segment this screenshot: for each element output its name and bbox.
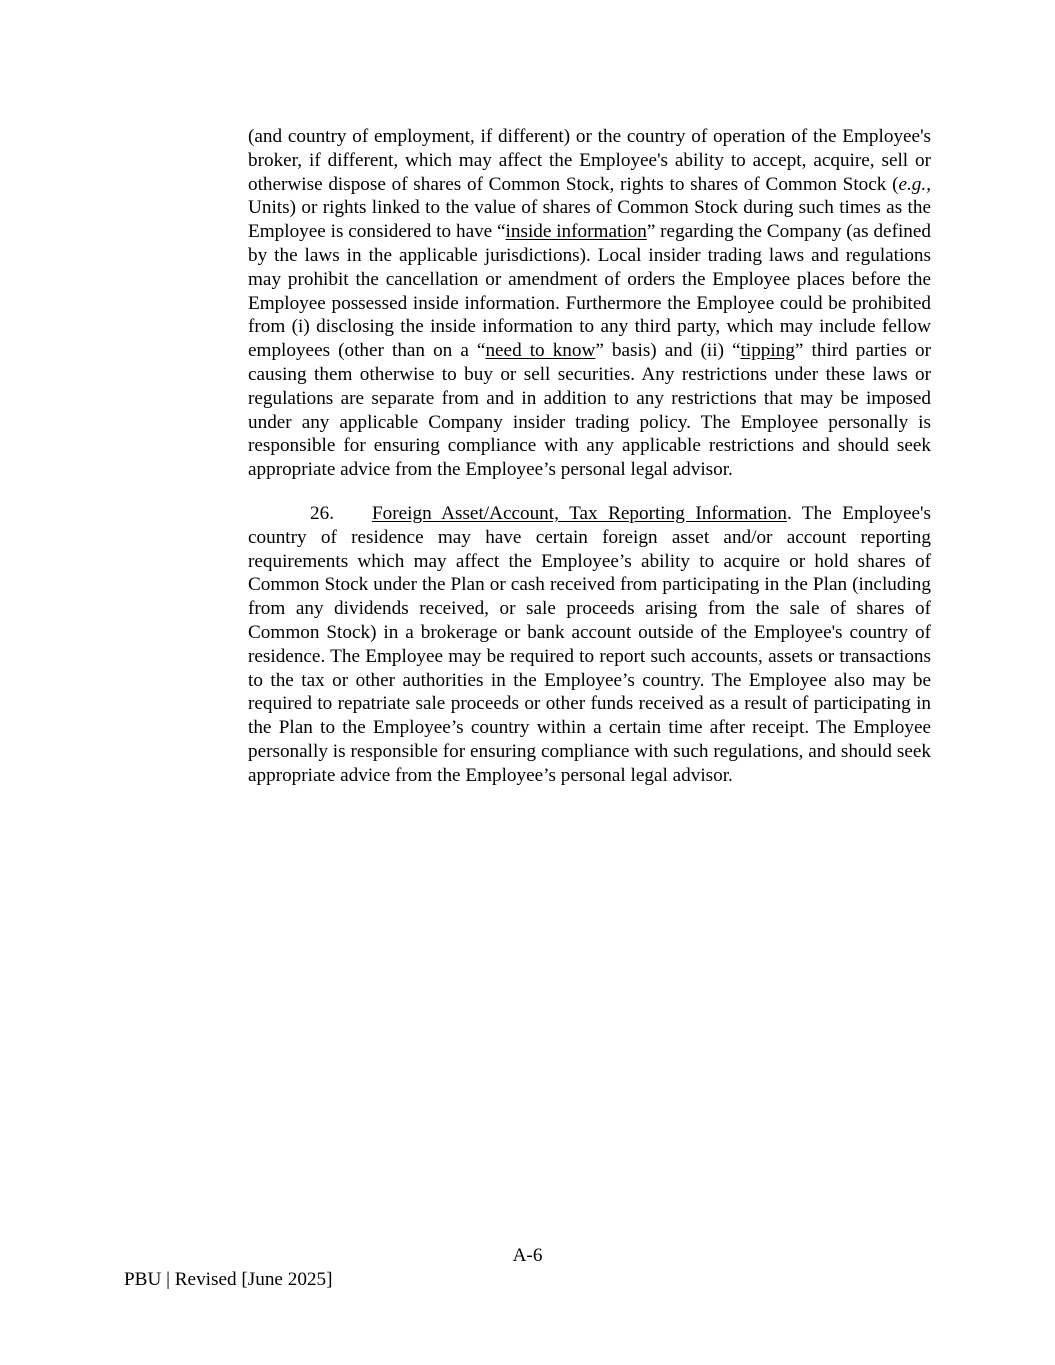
- paragraph-text: ” basis) and (ii) “: [595, 340, 741, 362]
- paragraph-text: (and country of employment, if different) or the country of operation of the Employee's broker, if different, which may affect the Employee's ability to accept, acquire, sell or otherwise dispose of shares of Common Stock, rights to shares of Common Stock (: [248, 126, 931, 195]
- paragraph-foreign-asset: [248, 502, 931, 788]
- document-body: [248, 125, 931, 788]
- section-heading-period: .: [786, 502, 792, 524]
- footer-revision-label: PBU | Revised [June 2025]: [124, 1269, 333, 1290]
- section-heading: Foreign Asset/Account, Tax Reporting Information: [372, 502, 787, 524]
- paragraph-text: ” regarding the Company (as defined by the laws in the applicable jurisdictions). Local insider trading laws and regulations may prohibit the cancellation or amendment of orders the Employee places before the Employee possessed inside information. Furthermore the Employee could be prohibited from (i) disclosing the inside information to any third party, which may include fellow employees (other than on a “: [248, 221, 931, 362]
- paragraph-insider-trading: [248, 125, 931, 482]
- paragraph-text: , Units) or rights linked to the value of shares of Common Stock during such times as the Employee is considered to have “: [248, 173, 931, 243]
- underlined-term-tipping: tipping: [740, 340, 795, 362]
- paragraph-text: The Employee's country of residence may have certain foreign asset and/or account reporting requirements which may affect the Employee’s ability to acquire or hold shares of Common Stock under the Plan or cash received from participating in the Plan (including from any dividends received, or sale proceeds arising from the sale of shares of Common Stock) in a brokerage or bank account outside of the Employee's country of residence. The Employee may be required to report such accounts, assets or transactions to the tax or other authorities in the Employee’s country. The Employee also may be required to repatriate sale proceeds or other funds received as a result of participating in the Plan to the Employee’s country within a certain time after receipt. The Employee personally is responsible for ensuring compliance with such regulations, and should seek appropriate advice from the Employee’s personal legal advisor.: [248, 502, 931, 786]
- underlined-term-need-to-know: need to know: [485, 340, 596, 362]
- italic-eg: e.g.: [898, 173, 927, 195]
- paragraph-text: ” third parties or causing them otherwise to buy or sell securities. Any restrictions under these laws or regulations are separate from and in addition to any restrictions that may be imposed under any applicable Company insider trading policy. The Employee personally is responsible for ensuring compliance with any applicable restrictions and should seek appropriate advice from the Employee’s personal legal advisor.: [248, 340, 931, 481]
- page-number: A-6: [512, 1245, 543, 1266]
- underlined-term-inside-information: inside information: [505, 221, 647, 243]
- section-number: 26.: [310, 502, 334, 524]
